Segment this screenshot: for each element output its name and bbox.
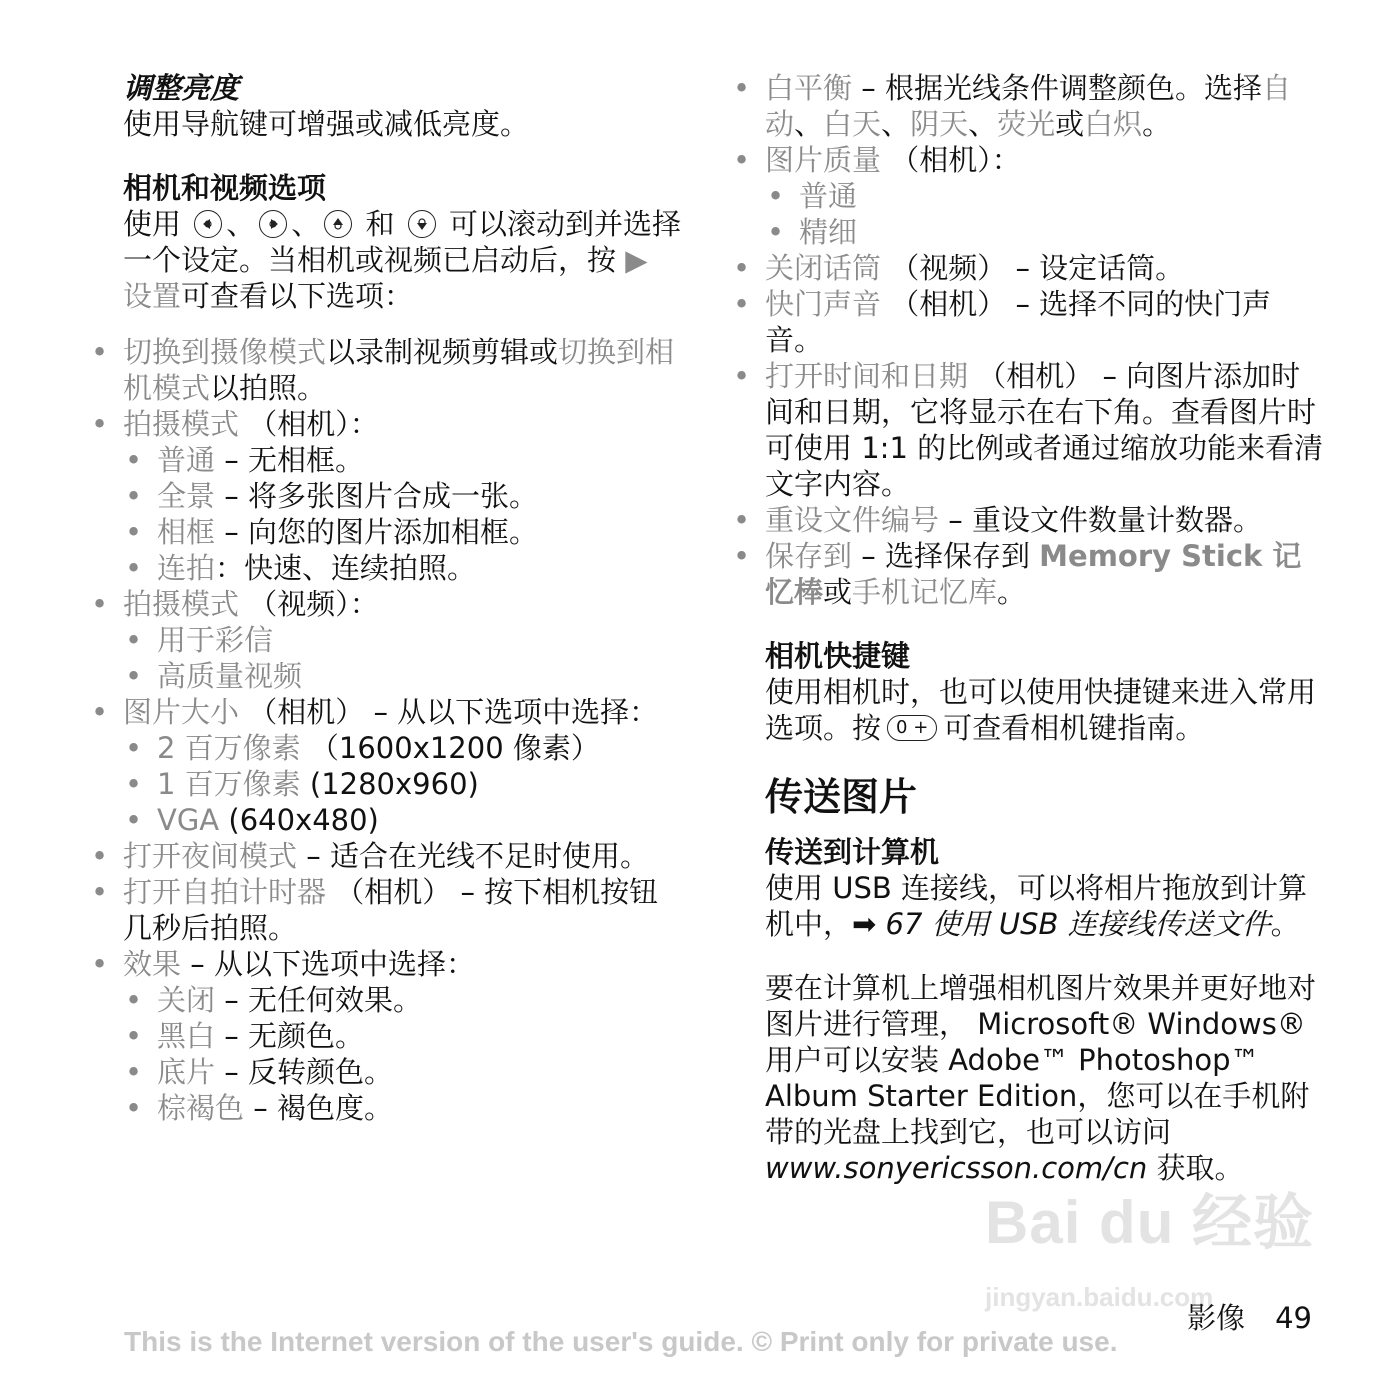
play-arrow-icon: ▶ — [625, 243, 648, 277]
list-item: • 棕褐色 – 褐色度。 — [123, 1090, 683, 1126]
list-item: • 底片 – 反转颜色。 — [123, 1054, 683, 1090]
list-item: • 快门声音 （相机） – 选择不同的快门声音。 — [765, 286, 1325, 358]
section-name: 影像 — [1187, 1301, 1246, 1335]
transfer-heading: 传送图片 — [765, 775, 918, 819]
nav-left-icon — [194, 210, 222, 238]
left-column — [123, 70, 683, 1126]
options-heading: 相机和视频选项 — [123, 171, 327, 205]
shortcuts-heading: 相机快捷键 — [765, 639, 911, 673]
baidu-watermark: Bai du 经验 jingyan.baidu.com — [985, 1189, 1315, 1312]
nav-right-icon — [259, 210, 287, 238]
list-item: • 保存到 – 选择保存到 Memory Stick 记忆棒或手机记忆库。 — [765, 538, 1325, 610]
list-item: • 打开夜间模式 – 适合在光线不足时使用。 — [123, 838, 683, 874]
to-pc-text: 使用 USB 连接线，可以将相片拖放到计算机中，➡ 67 使用 USB 连接线传送文件。 — [765, 871, 1307, 941]
brightness-heading: 调整亮度 — [123, 71, 240, 105]
website-url[interactable]: www.sonyericsson.com/cn — [765, 1151, 1148, 1185]
page-footer — [1187, 1296, 1312, 1337]
options-intro: 使用 、 、 和 可以滚动到并选择一个设定。当相机或视频已启动后，按 ▶ 设置可查看以下选项： — [123, 207, 681, 313]
list-item: • 打开自拍计时器 （相机） – 按下相机按钮几秒后拍照。 — [123, 874, 683, 946]
list-item: • 高质量视频 — [123, 658, 683, 694]
list-item: • 相框 – 向您的图片添加相框。 — [123, 514, 683, 550]
camera-options-list — [123, 334, 683, 1126]
shortcuts-text: 使用相机时，也可以使用快捷键来进入常用选项。按 0 + 可查看相机键指南。 — [765, 675, 1317, 745]
right-column — [765, 70, 1325, 1186]
to-pc-heading: 传送到计算机 — [765, 835, 940, 869]
list-item: • 拍摄模式 （视频）： • 用于彩信 • 高质量视频 — [123, 586, 683, 694]
list-item: • 效果 – 从以下选项中选择： • 关闭 – 无任何效果。 • 黑白 – 无颜色。 • 底片 – 反转颜色。 • 棕褐色 – 褐色度。 — [123, 946, 683, 1126]
list-item: • 关闭 – 无任何效果。 — [123, 982, 683, 1018]
nav-up-icon — [324, 210, 352, 238]
list-item: • 普通 — [765, 178, 1325, 214]
page-number: 49 — [1275, 1301, 1312, 1335]
cross-reference-link[interactable]: ➡ 67 使用 USB 连接线传送文件 — [852, 907, 1271, 941]
list-item: • 黑白 – 无颜色。 — [123, 1018, 683, 1054]
enhance-text: 要在计算机上增强相机图片效果并更好地对图片进行管理， Microsoft® Windows® 用户可以安装 Adobe™ Photoshop™ Album Starter Edition，您可以在手机附带的光盘上找到它，也可以访问 www.sonyericsson.com/cn 获取。 — [765, 971, 1317, 1185]
list-item: • 普通 – 无相框。 — [123, 442, 683, 478]
list-item: • VGA (640x480) — [123, 802, 683, 838]
list-item: • 精细 — [765, 214, 1325, 250]
list-item: • 重设文件编号 – 重设文件数量计数器。 — [765, 502, 1325, 538]
list-item: • 打开时间和日期 （相机） – 向图片添加时间和日期，它将显示在右下角。查看图片时可使用 1:1 的比例或者通过缩放功能来看清文字内容。 — [765, 358, 1325, 502]
list-item: • 白平衡 – 根据光线条件调整颜色。选择自动、白天、阴天、荧光或白炽。 — [765, 70, 1325, 142]
list-item: • 图片质量 （相机）： • 普通 • 精细 — [765, 142, 1325, 250]
settings-menu-label: 设置 — [123, 279, 182, 313]
options-intro-text: 使用 — [123, 207, 182, 241]
camera-key-icon: 0 + — [887, 715, 937, 741]
list-item: • 拍摄模式 （相机）： • 普通 – 无相框。 • 全景 – 将多张图片合成一张。 • 相框 – 向您的图片添加相框。 • 连拍：快速、连续拍照。 — [123, 406, 683, 586]
camera-options-list-continued — [765, 70, 1325, 610]
internet-version-note: This is the Internet version of the user's guide. © Print only for private use. — [124, 1326, 1118, 1357]
nav-down-icon — [408, 210, 436, 238]
list-item: • 用于彩信 — [123, 622, 683, 658]
list-item: • 1 百万像素 (1280x960) — [123, 766, 683, 802]
brightness-text: 使用导航键可增强或减低亮度。 — [123, 107, 530, 141]
list-item: • 2 百万像素 （1600x1200 像素） — [123, 730, 683, 766]
list-item: • 全景 – 将多张图片合成一张。 — [123, 478, 683, 514]
list-item: • 图片大小 （相机） – 从以下选项中选择： • 2 百万像素 （1600x1200 像素） • 1 百万像素 (1280x960) • VGA (640x480) — [123, 694, 683, 838]
list-item: • 关闭话筒 （视频） – 设定话筒。 — [765, 250, 1325, 286]
list-item: • 连拍：快速、连续拍照。 — [123, 550, 683, 586]
list-item: • 切换到摄像模式以录制视频剪辑或切换到相机模式以拍照。 — [123, 334, 683, 406]
